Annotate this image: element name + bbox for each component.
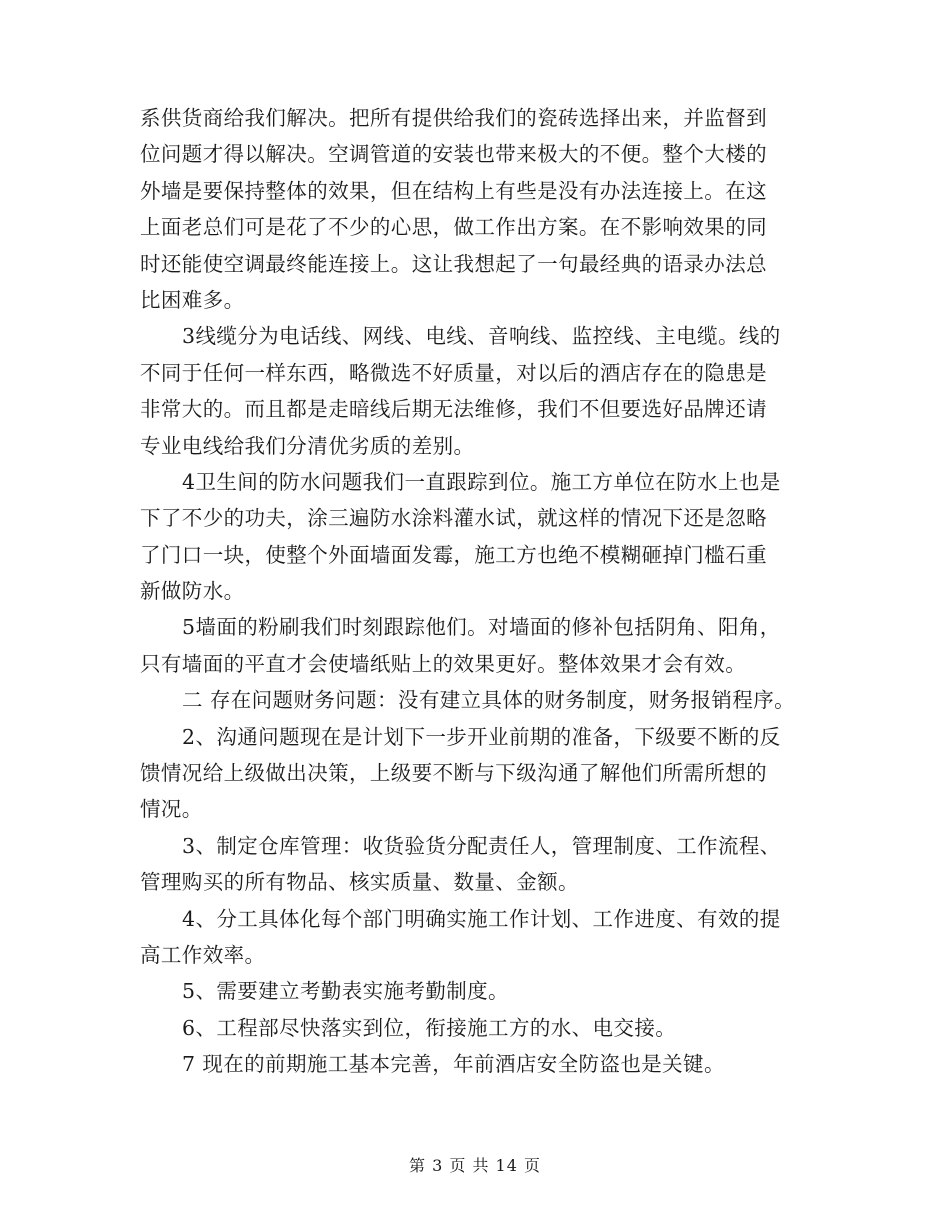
text-line: 馈情况给上级做出决策，上级要不断与下级沟通了解他们所需所想的: [140, 761, 767, 786]
text-line: 非常大的。而且都是走暗线后期无法维修，我们不但要选好品牌还请: [140, 397, 767, 422]
text-line: 位问题才得以解决。空调管道的安装也带来极大的不便。整个大楼的: [140, 142, 767, 167]
text-line: 比困难多。: [140, 287, 245, 312]
text-line: 只有墙面的平直才会使墙纸贴上的效果更好。整体效果才会有效。: [140, 651, 747, 676]
text-line: 专业电线给我们分清优劣质的差别。: [140, 433, 475, 458]
text-line: 新做防水。: [140, 579, 245, 604]
text-line: 4卫生间的防水问题我们一直跟踪到位。施工方单位在防水上也是: [182, 469, 781, 494]
text-line: 4、分工具体化每个部门明确实施工作计划、工作进度、有效的提: [182, 906, 781, 931]
text-line: 3、制定仓库管理：收货验货分配责任人，管理制度、工作流程、: [182, 833, 781, 858]
text-line: 上面老总们可是花了不少的心思，做工作出方案。在不影响效果的同: [140, 215, 767, 240]
text-line: 管理购买的所有物品、核实质量、数量、金额。: [140, 870, 579, 895]
text-line: 7 现在的前期施工基本完善，年前酒店安全防盗也是关键。: [182, 1052, 725, 1077]
text-line: 5墙面的粉刷我们时刻跟踪他们。对墙面的修补包括阴角、阳角，: [182, 615, 781, 640]
text-line: 时还能使空调最终能连接上。这让我想起了一句最经典的语录办法总: [140, 251, 767, 276]
text-line: 高工作效率。: [140, 942, 266, 967]
text-line: 了门口一块，使整个外面墙面发霉，施工方也绝不模糊砸掉门槛石重: [140, 542, 767, 567]
text-line: 系供货商给我们解决。把所有提供给我们的瓷砖选择出来，并监督到: [140, 106, 767, 130]
text-line: 5、需要建立考勤表实施考勤制度。: [182, 979, 509, 1004]
text-line: 外墙是要保持整体的效果，但在结构上有些是没有办法连接上。在这: [140, 178, 767, 203]
text-line: 下了不少的功夫，涂三遍防水涂料灌水试，就这样的情况下还是忽略: [140, 506, 767, 531]
page-footer: 第 3 页 共 14 页: [409, 1156, 541, 1175]
text-line: 不同于任何一样东西，略微选不好质量，对以后的酒店存在的隐患是: [140, 360, 767, 385]
text-line: 2、沟通问题现在是计划下一步开业前期的准备，下级要不断的反: [182, 724, 781, 749]
text-line: 3线缆分为电话线、网线、电线、音响线、监控线、主电缆。线的: [182, 324, 781, 349]
text-line: 情况。: [140, 797, 203, 822]
document-body: [140, 100, 820, 1083]
text-line: 二 存在问题财务问题：没有建立具体的财务制度，财务报销程序。: [182, 688, 796, 713]
text-line: 6、工程部尽快落实到位，衔接施工方的水、电交接。: [182, 1015, 677, 1040]
